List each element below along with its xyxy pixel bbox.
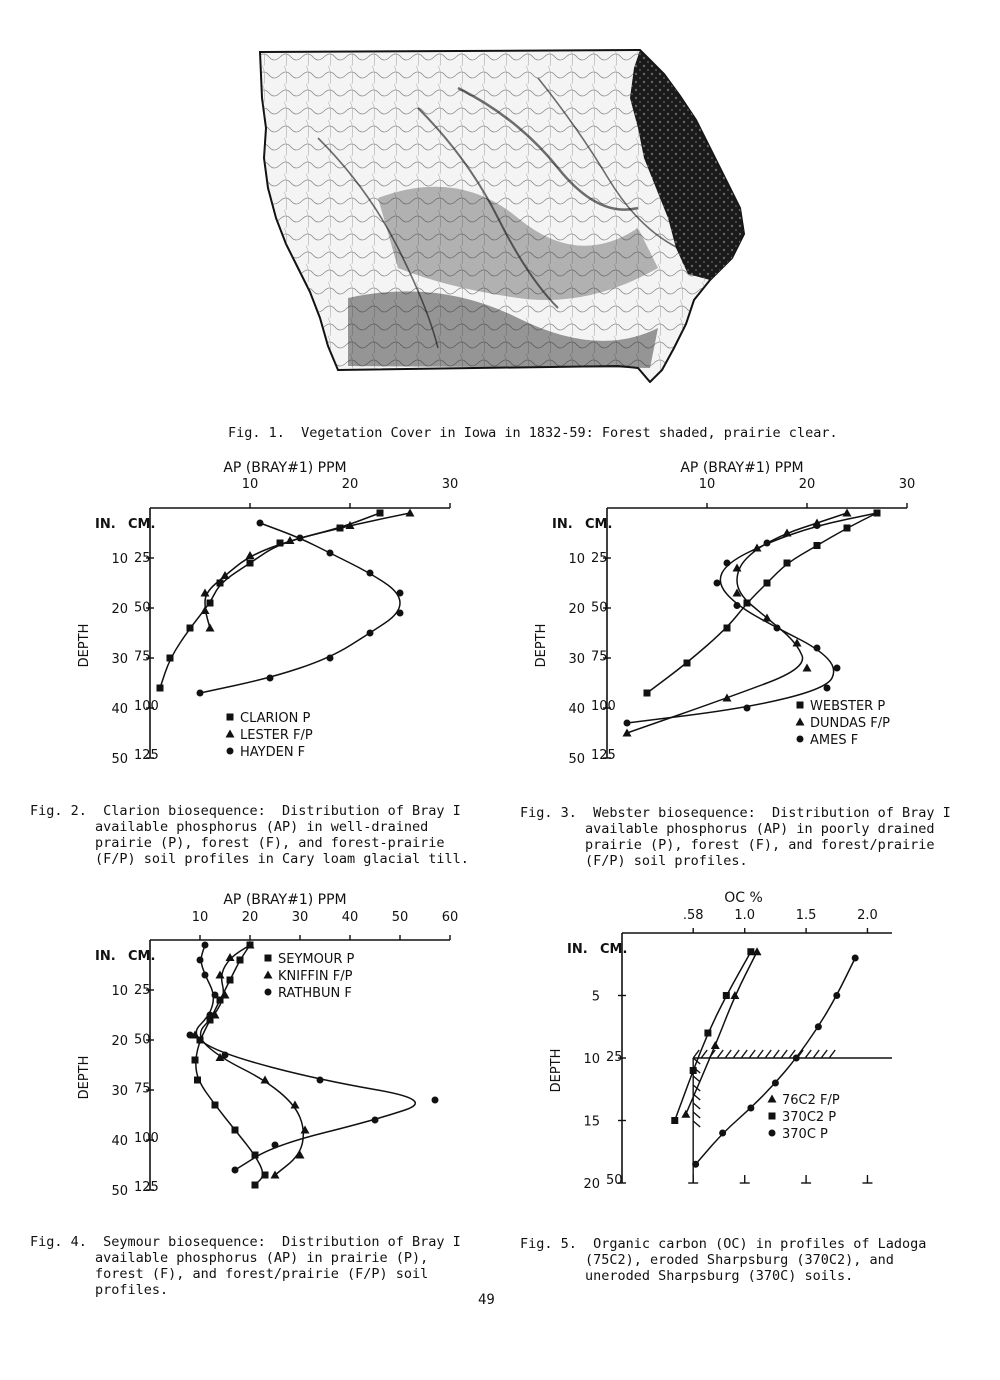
fig4-caption: Fig. 4. Seymour biosequence: Distribution of Bray I available phosphorus (AP) in prairie (P), forest (F), and forest/prairie (F/P) soil profiles.	[30, 1234, 461, 1298]
fig5-legend-marker-circle	[769, 1130, 776, 1137]
fig5-hatch-mark	[821, 1050, 827, 1058]
fig5-x-tick-label: .58	[682, 908, 704, 923]
fig4-unit-in: IN.	[95, 949, 116, 964]
fig4-point-circle	[187, 1032, 194, 1039]
fig5-y-label: DEPTH	[549, 1048, 564, 1093]
fig3-point-triangle	[723, 694, 732, 702]
fig4-point-square	[212, 1102, 219, 1109]
fig2-caption: Fig. 2. Clarion biosequence: Distribution of Bray I available phosphorus (AP) in well-drained prairie (P), forest (F), and forest-prairie (F/P) soil profiles in Cary loam glacial till.	[30, 803, 469, 867]
fig5-x-tick-label: 1.5	[795, 908, 817, 923]
fig5-caption: Fig. 5. Organic carbon (OC) in profiles of Ladoga (75C2), eroded Sharpsburg (370C2), and uneroded Sharpsburg (370C) soils.	[520, 1236, 927, 1284]
fig4-chart	[60, 894, 460, 1214]
fig3-y-tick-label-in: 20	[568, 602, 585, 617]
fig2-y-tick-label-cm: 75	[134, 649, 151, 665]
fig2-y-tick-label-cm: 100	[134, 698, 159, 714]
fig2-chart	[60, 460, 460, 795]
fig5-unit-cm: CM.	[600, 942, 628, 957]
fig2-y-tick-label-in: 50	[111, 752, 128, 767]
fig3-y-tick-label-cm: 125	[591, 748, 616, 764]
fig3-legend-marker-triangle	[796, 718, 805, 726]
fig3-y-tick-label-in: 30	[568, 652, 585, 667]
fig5-unit-in: IN.	[567, 942, 588, 957]
fig4-x-tick-label: 20	[241, 910, 259, 925]
fig2-point-circle	[267, 675, 274, 682]
fig4-y-tick-label-in: 50	[111, 1184, 128, 1199]
fig2-legend-label: LESTER F/P	[240, 728, 313, 743]
fig4-point-square	[232, 1127, 239, 1134]
fig2-title: AP (BRAY#1) PPM	[223, 460, 347, 476]
fig5-chart	[549, 888, 920, 1203]
fig5-legend-label: 370C2 P	[782, 1110, 837, 1125]
fig2-y-tick-label-cm: 25	[134, 551, 151, 567]
fig5-hatch-mark	[805, 1050, 811, 1058]
fig2-point-triangle	[406, 509, 415, 517]
fig5-hatch-mark	[693, 1094, 700, 1100]
fig5-point-triangle	[711, 1041, 720, 1049]
fig5-hatch-mark	[693, 1121, 700, 1127]
fig2-point-triangle	[201, 606, 210, 614]
fig2-point-square	[247, 560, 254, 567]
fig3-point-circle	[774, 625, 781, 632]
fig4-y-tick-label-cm: 100	[134, 1130, 159, 1146]
fig3-point-circle	[834, 665, 841, 672]
fig5-point-triangle	[681, 1110, 690, 1118]
fig4-point-square	[227, 977, 234, 984]
fig4-y-tick-label-in: 40	[111, 1134, 128, 1149]
fig3-point-square	[764, 580, 771, 587]
fig3-series-line-circle	[627, 513, 877, 723]
fig5-hatch-mark	[693, 1112, 700, 1118]
fig3-point-circle	[734, 602, 741, 609]
fig2-point-circle	[297, 535, 304, 542]
fig4-point-circle	[202, 942, 209, 949]
fig5-series-line-square	[675, 952, 751, 1121]
fig5-legend-marker-triangle	[768, 1095, 777, 1103]
fig4-unit-cm: CM.	[128, 949, 156, 964]
fig5-point-circle	[747, 1105, 754, 1112]
fig3-point-square	[844, 525, 851, 532]
fig5-hatch-mark	[757, 1050, 763, 1058]
fig5-hatch-mark	[717, 1050, 723, 1058]
fig3-point-circle	[624, 720, 631, 727]
fig3-point-circle	[724, 560, 731, 567]
fig3-chart	[525, 460, 925, 795]
fig3-point-square	[684, 660, 691, 667]
fig2-x-tick-label: 10	[241, 477, 259, 492]
fig2-unit-cm: CM.	[128, 517, 156, 532]
fig2-y-tick-label-in: 40	[111, 702, 128, 717]
fig3-point-circle	[824, 685, 831, 692]
fig4-point-circle	[372, 1117, 379, 1124]
fig4-legend-marker-circle	[265, 989, 272, 996]
fig5-point-circle	[772, 1080, 779, 1087]
fig4-point-circle	[432, 1097, 439, 1104]
fig3-point-triangle	[803, 664, 812, 672]
fig5-legend-label: 76C2 F/P	[782, 1093, 840, 1108]
fig5-y-tick-label-in: 10	[583, 1052, 600, 1067]
fig4-point-circle	[202, 972, 209, 979]
fig3-caption: Fig. 3. Webster biosequence: Distribution of Bray I available phosphorus (AP) in poorly drained prairie (P), forest (F), and forest/prairie (F/P) soil profiles.	[520, 805, 951, 869]
fig5-point-square	[747, 948, 754, 955]
fig2-x-tick-label: 30	[441, 477, 459, 492]
fig2-series-line-circle	[200, 523, 400, 693]
fig5-hatch-mark	[829, 1050, 835, 1058]
fig3-y-tick-label-in: 40	[568, 702, 585, 717]
fig2-series-line-square	[160, 513, 380, 688]
fig2-point-square	[157, 685, 164, 692]
fig3-point-square	[814, 542, 821, 549]
fig5-legend-marker-square	[769, 1113, 776, 1120]
fig3-y-tick-label-cm: 100	[591, 698, 616, 714]
fig2-point-square	[377, 510, 384, 517]
fig3-legend-label: DUNDAS F/P	[810, 716, 891, 731]
fig4-y-tick-label-in: 20	[111, 1034, 128, 1049]
fig3-y-label: DEPTH	[534, 623, 549, 668]
fig2-x-tick-label: 20	[341, 477, 359, 492]
fig5-hatch-mark	[693, 1076, 700, 1082]
fig2-y-label: DEPTH	[77, 623, 92, 668]
fig4-x-tick-label: 40	[341, 910, 359, 925]
fig3-point-circle	[764, 540, 771, 547]
fig4-point-square	[262, 1172, 269, 1179]
fig5-series-line-triangle	[686, 952, 757, 1115]
fig4-point-circle	[197, 957, 204, 964]
fig5-x-tick-label: 2.0	[857, 908, 878, 923]
fig5-point-circle	[719, 1130, 726, 1137]
fig5-hatch-mark	[749, 1050, 755, 1058]
page-number: 49	[478, 1292, 495, 1308]
fig4-x-tick-label: 30	[291, 910, 309, 925]
fig3-legend-marker-circle	[797, 736, 804, 743]
fig3-point-square	[644, 690, 651, 697]
fig2-y-tick-label-in: 20	[111, 602, 128, 617]
fig5-hatch-mark	[733, 1050, 739, 1058]
fig5-point-circle	[852, 955, 859, 962]
fig5-hatch-mark	[765, 1050, 771, 1058]
fig5-point-circle	[815, 1023, 822, 1030]
fig5-y-tick-label-cm: 50	[606, 1173, 623, 1189]
fig5-point-triangle	[730, 991, 739, 999]
fig2-point-square	[207, 600, 214, 607]
fig5-hatch-mark	[693, 1103, 700, 1109]
fig3-y-tick-label-in: 50	[568, 752, 585, 767]
fig5-hatch-mark	[813, 1050, 819, 1058]
fig2-point-circle	[367, 570, 374, 577]
fig4-point-circle	[222, 1052, 229, 1059]
fig4-legend-marker-square	[265, 955, 272, 962]
fig4-y-label: DEPTH	[77, 1055, 92, 1100]
iowa-map-graphic	[258, 48, 746, 383]
fig2-point-circle	[327, 655, 334, 662]
fig2-point-circle	[327, 550, 334, 557]
fig2-series-line-triangle	[205, 513, 410, 628]
fig4-y-tick-label-cm: 25	[134, 983, 151, 999]
fig2-y-tick-label-cm: 50	[134, 600, 151, 616]
fig3-point-circle	[814, 645, 821, 652]
fig3-point-square	[724, 625, 731, 632]
fig4-point-square	[194, 1077, 201, 1084]
fig4-y-tick-label-cm: 125	[134, 1180, 159, 1196]
fig5-hatch-mark	[725, 1050, 731, 1058]
fig3-y-tick-label-cm: 25	[591, 551, 608, 567]
fig5-point-square	[723, 992, 730, 999]
fig2-unit-in: IN.	[95, 517, 116, 532]
fig3-point-triangle	[843, 509, 852, 517]
fig2-legend-marker-circle	[227, 748, 234, 755]
iowa-vegetation-map	[258, 48, 746, 383]
fig2-point-triangle	[206, 624, 215, 632]
fig3-point-circle	[744, 705, 751, 712]
fig3-x-tick-label: 20	[798, 477, 816, 492]
fig3-y-tick-label-cm: 75	[591, 649, 608, 665]
fig3-point-square	[784, 560, 791, 567]
fig5-legend-label: 370C P	[782, 1127, 828, 1142]
fig4-y-tick-label-in: 10	[111, 984, 128, 999]
fig4-legend-label: RATHBUN F	[278, 986, 352, 1001]
fig2-legend-label: CLARION P	[240, 711, 311, 726]
fig5-y-tick-label-in: 5	[591, 989, 600, 1005]
fig4-title: AP (BRAY#1) PPM	[223, 892, 347, 908]
fig3-unit-in: IN.	[552, 517, 573, 532]
fig2-legend-marker-triangle	[226, 730, 235, 738]
fig4-x-tick-label: 10	[191, 910, 209, 925]
fig3-x-tick-label: 10	[698, 477, 716, 492]
fig1-caption: Fig. 1. Vegetation Cover in Iowa in 1832-59: Forest shaded, prairie clear.	[228, 425, 838, 441]
fig4-point-triangle	[301, 1126, 310, 1134]
fig2-point-square	[167, 655, 174, 662]
fig5-y-tick-label-cm: 25	[606, 1050, 623, 1066]
fig2-point-circle	[397, 590, 404, 597]
fig4-point-circle	[207, 1012, 214, 1019]
fig3-title: AP (BRAY#1) PPM	[680, 460, 804, 476]
fig4-y-tick-label-cm: 50	[134, 1032, 151, 1048]
fig4-legend-label: SEYMOUR P	[278, 952, 355, 967]
fig3-y-tick-label-in: 10	[568, 552, 585, 567]
fig5-y-tick-label-in: 20	[583, 1177, 600, 1192]
fig4-point-circle	[272, 1142, 279, 1149]
fig4-y-tick-label-in: 30	[111, 1084, 128, 1099]
fig3-point-circle	[874, 510, 881, 517]
fig4-legend-label: KNIFFIN F/P	[278, 969, 353, 984]
fig5-point-square	[704, 1030, 711, 1037]
fig2-legend-marker-square	[227, 714, 234, 721]
fig2-point-circle	[257, 520, 264, 527]
fig4-point-square	[237, 957, 244, 964]
fig2-legend-label: HAYDEN F	[240, 745, 306, 760]
fig2-y-tick-label-in: 30	[111, 652, 128, 667]
fig4-point-circle	[232, 1167, 239, 1174]
fig4-x-tick-label: 50	[391, 910, 409, 925]
fig5-hatch-mark	[773, 1050, 779, 1058]
fig4-x-tick-label: 60	[441, 910, 459, 925]
fig3-series-line-square	[647, 513, 877, 693]
fig3-unit-cm: CM.	[585, 517, 613, 532]
fig5-point-circle	[833, 992, 840, 999]
fig2-point-circle	[367, 630, 374, 637]
fig2-point-circle	[197, 690, 204, 697]
fig3-point-circle	[814, 522, 821, 529]
fig5-x-tick-label: 1.0	[734, 908, 756, 923]
fig3-legend-label: AMES F	[810, 733, 859, 748]
fig5-title: OC %	[724, 890, 763, 906]
fig5-point-square	[671, 1117, 678, 1124]
fig4-y-tick-label-cm: 75	[134, 1081, 151, 1097]
fig3-x-tick-label: 30	[898, 477, 916, 492]
fig3-point-circle	[714, 580, 721, 587]
fig4-legend-marker-triangle	[264, 971, 273, 979]
fig4-point-square	[252, 1182, 259, 1189]
fig5-hatch-mark	[741, 1050, 747, 1058]
fig3-legend-marker-square	[797, 702, 804, 709]
fig3-y-tick-label-cm: 50	[591, 600, 608, 616]
fig2-y-tick-label-in: 10	[111, 552, 128, 567]
fig5-hatch-mark	[701, 1050, 707, 1058]
fig5-y-tick-label-in: 15	[583, 1114, 600, 1130]
fig2-y-tick-label-cm: 125	[134, 748, 159, 764]
fig3-legend-label: WEBSTER P	[810, 699, 886, 714]
fig2-point-square	[187, 625, 194, 632]
fig4-point-circle	[212, 992, 219, 999]
fig4-point-circle	[317, 1077, 324, 1084]
fig5-hatch-mark	[781, 1050, 787, 1058]
fig4-point-triangle	[221, 991, 230, 999]
fig2-point-circle	[397, 610, 404, 617]
fig4-point-square	[192, 1057, 199, 1064]
